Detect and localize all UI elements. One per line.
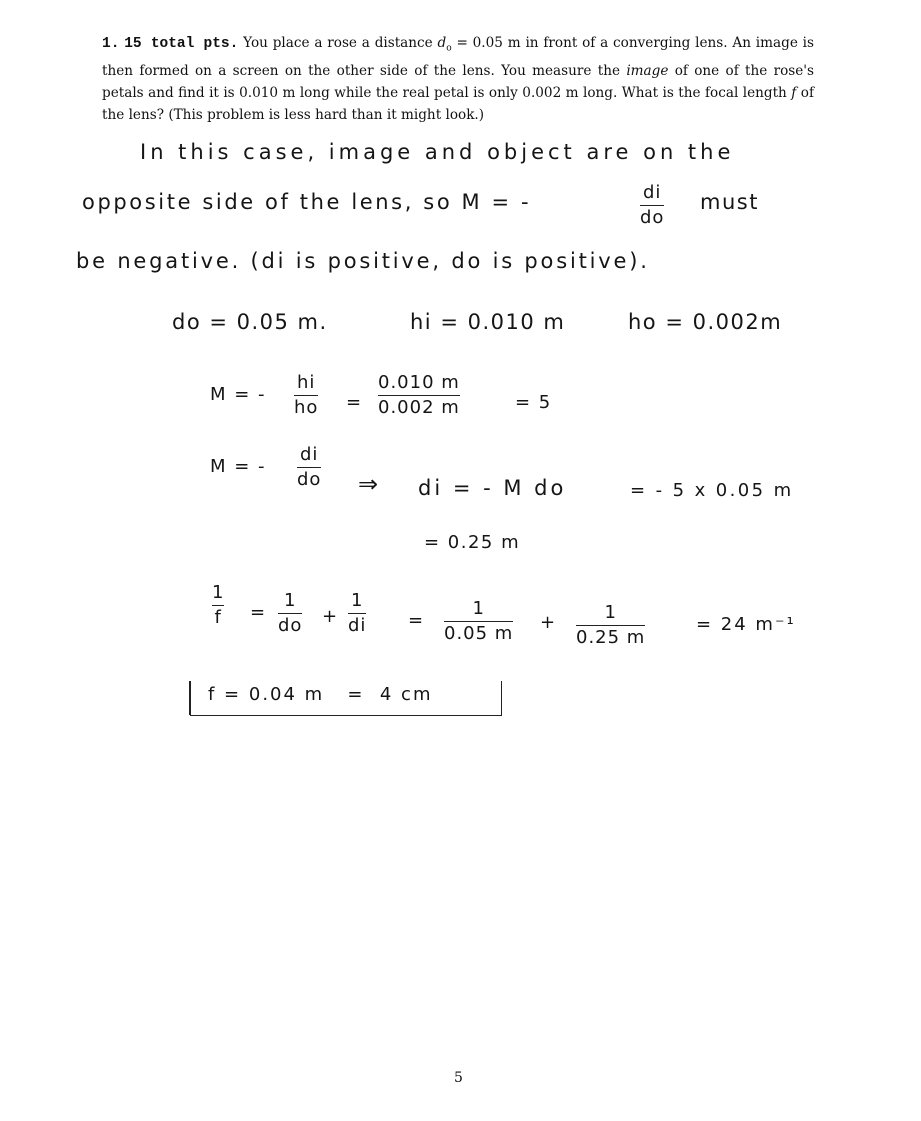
problem-number: 1. (102, 36, 120, 52)
lens-eq-1: = (250, 602, 267, 623)
fraction-num: hi (297, 372, 316, 393)
fraction-1-f (212, 582, 224, 629)
problem-text-4: of the lens? (This problem is less hard than it might look.) (102, 84, 814, 123)
fraction-num: di (643, 182, 662, 203)
fraction-bar (444, 621, 513, 622)
fraction-den: do (297, 469, 322, 490)
solution-line-2: opposite side of the lens, so M = - (82, 190, 532, 214)
fraction-den: 0.002 m (378, 397, 460, 418)
fraction-values (378, 372, 460, 419)
given-ho: ho = 0.002m (628, 310, 783, 334)
problem-points: 15 total pts. (124, 36, 239, 52)
fraction-bar (640, 205, 664, 206)
m1-lhs: M = - (210, 384, 267, 405)
fraction-1-025 (576, 602, 645, 649)
final-answer: f = 0.04 m = 4 cm (208, 684, 433, 705)
fraction-1-di (348, 590, 366, 637)
lens-plus-1: + (322, 606, 339, 627)
fraction-num: 1 (604, 602, 617, 623)
lens-plus-2: + (540, 612, 557, 633)
fraction-bar (297, 467, 321, 468)
given-do: do = 0.05 m. (172, 310, 328, 334)
var-d-sub: o (446, 43, 452, 54)
fraction-bar (576, 625, 645, 626)
fraction-bar (348, 613, 366, 614)
fraction-num: 0.010 m (378, 372, 460, 393)
fraction-bar (378, 395, 460, 396)
var-d: d (437, 35, 447, 51)
solution-line-2b: must (700, 190, 759, 214)
fraction-num: di (300, 444, 319, 465)
problem-text-2: = 0.05 m in front of a converging lens. An image is then formed on a screen on the other side of the lens. You measure the (102, 35, 815, 79)
fraction-den: ho (294, 397, 319, 418)
problem-emph: image (626, 62, 669, 79)
fraction-den: 0.05 m (444, 623, 514, 644)
fraction-di-do (640, 182, 664, 229)
m2-lhs: M = - (210, 456, 267, 477)
solution-line-1: In this case, image and object are on the (140, 140, 735, 164)
fraction-num: 1 (212, 582, 225, 603)
fraction-den: 0.25 m (576, 627, 646, 648)
di-result: = 0.25 m (424, 532, 521, 553)
page-number: 5 (454, 1070, 463, 1086)
given-hi: hi = 0.010 m (410, 310, 566, 334)
m2-calc: = - 5 x 0.05 m (630, 480, 794, 501)
fraction-bar (278, 613, 302, 614)
lens-result: = 24 m⁻¹ (696, 614, 796, 635)
fraction-den: do (278, 615, 303, 636)
problem-text-3: of one of the rose's petals and find it is 0.010 m long while the real petal is only 0.002 m long. What is the focal length (102, 62, 815, 101)
fraction-num: 1 (472, 598, 485, 619)
fraction-1-do (278, 590, 302, 637)
fraction-num: 1 (284, 590, 297, 611)
fraction-den: f (214, 607, 222, 628)
fraction-bar (212, 605, 224, 606)
lens-eq-2: = (408, 610, 425, 631)
fraction-den: do (640, 207, 665, 228)
fraction-den: di (348, 615, 367, 636)
solution-line-3: be negative. (di is positive, do is positive). (76, 249, 650, 273)
m1-eq: = (346, 392, 363, 413)
fraction-di-do-2 (297, 444, 321, 491)
fraction-hi-ho (294, 372, 318, 419)
problem-text-1: You place a rose a distance (243, 35, 438, 51)
var-f: f (791, 84, 797, 101)
fraction-bar (294, 395, 318, 396)
fraction-num: 1 (350, 590, 364, 611)
fraction-1-005 (444, 598, 513, 645)
m2-rhs: di = - M do (418, 476, 567, 500)
problem-statement (102, 32, 814, 126)
m1-result: = 5 (515, 392, 552, 413)
implies-arrow: ⇒ (358, 470, 380, 498)
